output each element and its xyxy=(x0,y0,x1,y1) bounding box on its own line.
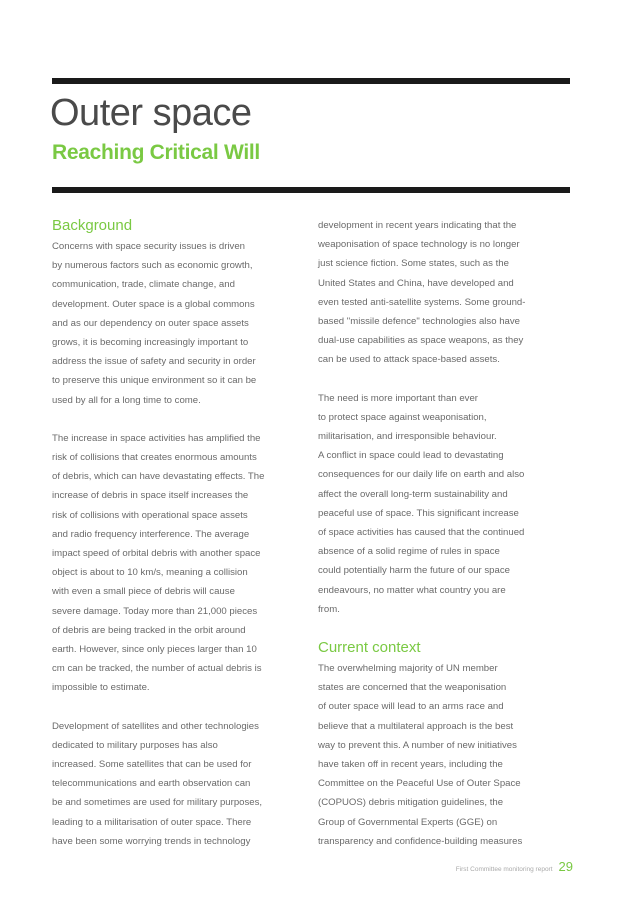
section-heading: Current context xyxy=(318,639,421,657)
text-line: impossible to estimate. xyxy=(52,682,150,694)
text-line: risk of collisions with operational space assets xyxy=(52,509,248,521)
bottom-rule xyxy=(52,187,570,193)
text-line: United States and China, have developed and xyxy=(318,277,514,289)
text-line: be and sometimes are used for military purposes, xyxy=(52,797,263,809)
text-line: increase of debris in space itself increases the xyxy=(52,490,249,502)
body-paragraph xyxy=(52,237,310,410)
page-number: 29 xyxy=(558,859,573,874)
text-line: impact speed of orbital debris with another space xyxy=(52,548,261,560)
body-paragraph xyxy=(318,659,576,851)
text-line: A conflict in space could lead to devastating xyxy=(318,450,504,462)
body-paragraph xyxy=(318,389,576,619)
text-line: way to prevent this. A number of new initiatives xyxy=(318,739,517,751)
text-line: grows, it is becoming increasingly important to xyxy=(52,337,249,349)
text-line: increased. Some satellites that can be used for xyxy=(52,759,252,771)
text-line: to protect space against weaponisation, xyxy=(318,411,487,423)
text-line: just science fiction. Some states, such as the xyxy=(318,258,509,270)
text-line: cm can be tracked, the number of actual debris is xyxy=(52,663,262,675)
text-line: Group of Governmental Experts (GGE) on xyxy=(318,816,498,828)
body-paragraph xyxy=(318,216,576,370)
text-line: believe that a multilateral approach is the best xyxy=(318,720,514,732)
text-line: object is about to 10 km/s, meaning a collision xyxy=(52,567,248,579)
page-footer xyxy=(405,859,573,874)
text-line: have been some worrying trends in technology xyxy=(52,835,251,847)
text-line: with even a small piece of debris will cause xyxy=(52,586,235,598)
text-line: absence of a solid regime of rules in space xyxy=(318,546,500,558)
left-column xyxy=(52,216,310,870)
text-line: telecommunications and earth observation can xyxy=(52,778,251,790)
text-line: and as our dependency on outer space assets xyxy=(52,317,249,329)
body-paragraph xyxy=(52,717,310,851)
text-line: transparency and confidence-building measures xyxy=(318,835,523,847)
section-heading: Background xyxy=(52,217,133,234)
text-line: The increase in space activities has amplified the xyxy=(52,432,261,444)
text-line: could potentially harm the future of our space xyxy=(318,565,510,577)
text-line: The need is more important than ever xyxy=(318,392,478,404)
text-line: (COPUOS) debris mitigation guidelines, the xyxy=(318,797,504,809)
text-line: communication, trade, climate change, and xyxy=(52,279,235,291)
text-line: of debris, which can have devastating effects. The xyxy=(52,471,265,483)
text-line: development. Outer space is a global commons xyxy=(52,298,255,310)
page-title: Outer space xyxy=(50,92,252,134)
top-rule xyxy=(52,78,570,84)
text-line: affect the overall long-term sustainability and xyxy=(318,488,508,500)
text-line: of space activities has caused that the continued xyxy=(318,527,525,539)
text-line: address the issue of safety and security in order xyxy=(52,356,256,368)
text-line: dedicated to military purposes has also xyxy=(52,739,218,751)
text-line: even tested anti-satellite systems. Some ground- xyxy=(318,296,526,308)
text-line: by numerous factors such as economic growth, xyxy=(52,260,253,272)
body-paragraph xyxy=(52,429,310,698)
text-line: Concerns with space security issues is driven xyxy=(52,241,246,252)
page-subtitle: Reaching Critical Will xyxy=(52,141,260,164)
text-line: The overwhelming majority of UN member xyxy=(318,663,498,675)
right-column xyxy=(318,216,576,870)
text-line: states are concerned that the weaponisation xyxy=(318,682,507,694)
text-line: risk of collisions that creates enormous amounts xyxy=(52,452,257,464)
text-line: Development of satellites and other technologies xyxy=(52,720,259,732)
text-line: dual-use capabilities as space weapons, as they xyxy=(318,335,524,347)
text-line: endeavours, no matter what country you are xyxy=(318,584,506,596)
text-line: have taken off in recent years, including the xyxy=(318,759,503,771)
text-line: peaceful use of space. This significant increase xyxy=(318,507,519,519)
text-line: of outer space will lead to an arms race and xyxy=(318,701,504,713)
text-line: development in recent years indicating that the xyxy=(318,220,517,231)
text-line: and radio frequency interference. The average xyxy=(52,528,250,540)
text-line: based "missile defence" technologies also have xyxy=(318,316,521,328)
text-line: from. xyxy=(318,603,340,615)
text-line: of debris are being tracked in the orbit around xyxy=(52,624,246,636)
text-line: earth. However, since only pieces larger than 10 xyxy=(52,644,257,656)
text-line: weaponisation of space technology is no longer xyxy=(318,239,520,251)
footer-title: First Committee monitoring report xyxy=(455,866,553,873)
text-line: leading to a militarisation of outer space. There xyxy=(52,816,252,828)
text-line: used by all for a long time to come. xyxy=(52,394,201,406)
text-line: severe damage. Today more than 21,000 pieces xyxy=(52,605,258,617)
text-line: can be used to attack space-based assets. xyxy=(318,354,500,366)
text-line: consequences for our daily life on earth and also xyxy=(318,469,525,481)
text-line: militarisation, and irresponsible behaviour. xyxy=(318,431,497,443)
text-line: to preserve this unique environment so it can be xyxy=(52,375,257,387)
text-line: Committee on the Peaceful Use of Outer Space xyxy=(318,778,521,790)
